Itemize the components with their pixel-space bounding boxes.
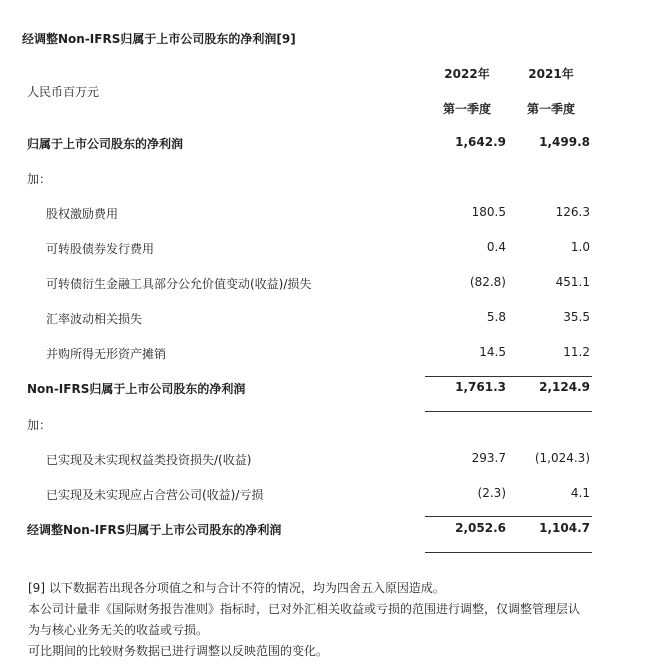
value-2021: 4.1 <box>570 486 590 500</box>
value-2022: (82.8) <box>469 275 506 289</box>
value-2021: 1,499.8 <box>539 135 590 149</box>
subtotal-top-rule <box>425 376 592 377</box>
value-2022: 293.7 <box>471 451 506 465</box>
footnote-line: 可比期间的比较财务数据已进行调整以反映范围的变化。 <box>28 644 329 658</box>
table-row-derivative-fair-value <box>0 275 661 295</box>
row-label: 归属于上市公司股东的净利润 <box>27 137 184 151</box>
row-label: 可转股债券发行费用 <box>46 242 155 256</box>
total-bottom-rule <box>425 552 592 553</box>
table-row-adjusted-non-ifrs-net-profit <box>0 521 661 541</box>
row-label: 可转债衍生金融工具部分公允价值变动(收益)/损失 <box>46 277 312 291</box>
table-row-add <box>0 170 661 190</box>
table-row-equity-investment-loss <box>0 451 661 471</box>
footnote-line: [9] 以下数据若出现各分项值之和与合计不符的情况，均为四舍五入原因造成。 <box>28 581 445 595</box>
subtotal-bottom-rule <box>425 411 592 412</box>
value-2021: 1.0 <box>570 240 590 254</box>
row-label: 股权激励费用 <box>46 207 119 221</box>
footnote-line: 为与核心业务无关的收益或亏损。 <box>28 623 209 637</box>
row-label: 已实现及未实现应占合营公司(收益)/亏损 <box>46 488 264 502</box>
column-header-2022-year: 2022年 <box>444 67 490 81</box>
row-label: 加： <box>27 418 52 432</box>
row-label: 加： <box>27 172 52 186</box>
row-label: Non-IFRS归属于上市公司股东的净利润 <box>27 382 246 396</box>
value-2022: 1,761.3 <box>455 380 506 394</box>
value-2021: 451.1 <box>555 275 590 289</box>
footnotes <box>28 578 628 662</box>
value-2021: 2,124.9 <box>539 380 590 394</box>
table-row-joint-venture-share <box>0 486 661 506</box>
value-2021: 35.5 <box>563 310 590 324</box>
column-header-2022-quarter: 第一季度 <box>442 102 491 116</box>
value-2021: 11.2 <box>563 345 590 359</box>
value-2022: 1,642.9 <box>455 135 506 149</box>
table-row-intangible-amortization <box>0 345 661 365</box>
value-2022: 0.4 <box>486 240 506 254</box>
table-row-non-ifrs-net-profit <box>0 380 661 400</box>
table-row-convertible-issuance-cost <box>0 240 661 260</box>
value-2022: 5.8 <box>486 310 506 324</box>
value-2022: 14.5 <box>479 345 506 359</box>
value-2022: (2.3) <box>477 486 506 500</box>
column-header-2021-quarter: 第一季度 <box>526 102 575 116</box>
value-2022: 180.5 <box>471 205 506 219</box>
row-label: 经调整Non-IFRS归属于上市公司股东的净利润 <box>27 523 282 537</box>
row-label: 已实现及未实现权益类投资损失/(收益) <box>46 453 252 467</box>
table-row-fx-loss <box>0 310 661 330</box>
table-row-share-based-compensation <box>0 205 661 225</box>
table-row-add <box>0 416 661 436</box>
row-label: 并购所得无形资产摊销 <box>46 347 167 361</box>
table-title: 经调整Non-IFRS归属于上市公司股东的净利润[9] <box>22 32 296 46</box>
value-2022: 2,052.6 <box>455 521 506 535</box>
total-top-rule <box>425 516 592 517</box>
table-row-net-profit <box>0 135 661 155</box>
unit-label: 人民币百万元 <box>27 85 100 99</box>
footnote-line: 本公司计量非《国际财务报告准则》指标时，已对外汇相关收益或亏损的范围进行调整，仅调整管理层认 <box>28 602 581 616</box>
value-2021: (1,024.3) <box>534 451 590 465</box>
column-header-2021-year: 2021年 <box>528 67 574 81</box>
row-label: 汇率波动相关损失 <box>46 312 143 326</box>
value-2021: 126.3 <box>555 205 590 219</box>
value-2021: 1,104.7 <box>539 521 590 535</box>
